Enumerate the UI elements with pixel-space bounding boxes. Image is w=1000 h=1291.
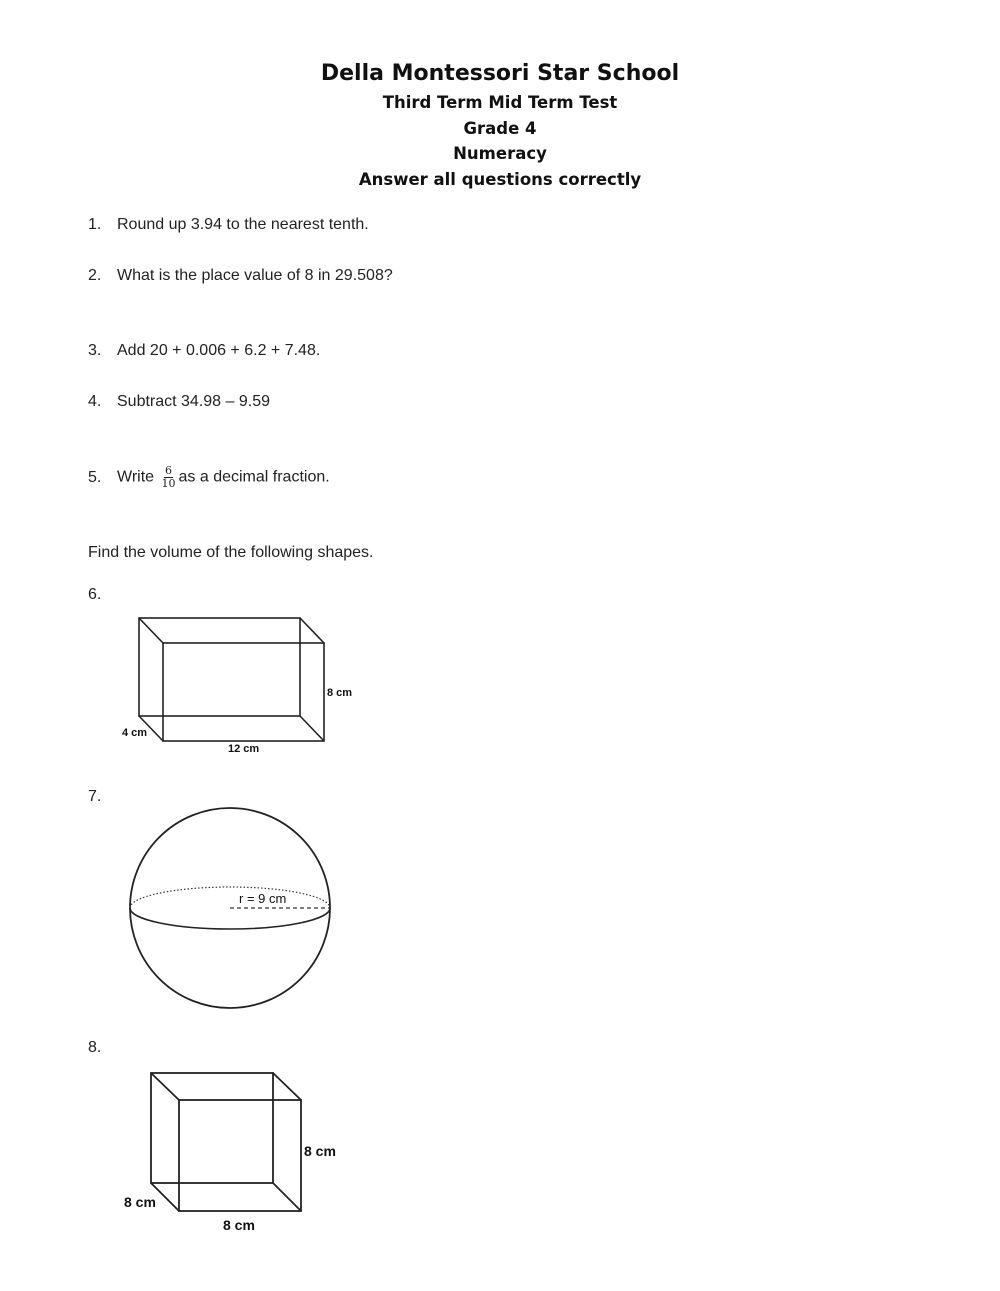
cuboid-depth-label: 4 cm <box>122 727 148 739</box>
cube-edge <box>151 1073 179 1100</box>
question-number: 3. <box>88 342 102 359</box>
question-text: What is the place value of 8 in 29.508? <box>117 267 393 284</box>
cuboid-edge <box>300 716 324 741</box>
question-number: 1. <box>88 216 102 233</box>
fraction-denominator: 10 <box>161 477 176 490</box>
question-number: 5. <box>88 468 102 486</box>
sphere-equator-back <box>130 887 330 908</box>
question-number: 4. <box>88 393 102 410</box>
question-text-before: Write <box>117 468 155 486</box>
school-name: Della Montessori Star School <box>320 61 680 86</box>
cube-length-label: 8 cm <box>223 1217 255 1233</box>
sphere-equator-front <box>130 908 330 929</box>
question-7-number: 7. <box>88 788 102 805</box>
cube-height-label: 8 cm <box>304 1143 336 1159</box>
cuboid-height-label: 8 cm <box>327 687 353 699</box>
cuboid-edge <box>139 618 163 643</box>
cube-edge <box>273 1073 301 1100</box>
question-6-number: 6. <box>88 586 102 603</box>
grade-label: Grade 4 <box>463 118 537 138</box>
cuboid-edge <box>300 618 324 643</box>
cube-depth-label: 8 cm <box>124 1194 156 1210</box>
volume-instruction: Find the volume of the following shapes. <box>88 544 374 561</box>
cube-edge <box>273 1183 301 1211</box>
fraction-numerator: 6 <box>165 464 172 477</box>
cuboid-length-label: 12 cm <box>228 743 260 755</box>
question-8-number: 8. <box>88 1039 102 1056</box>
question-text: Subtract 34.98 – 9.59 <box>117 393 270 410</box>
instruction-label: Answer all questions correctly <box>358 169 642 189</box>
question-number: 2. <box>88 267 102 284</box>
question-text: Round up 3.94 to the nearest tenth. <box>117 216 369 233</box>
question-text: Add 20 + 0.006 + 6.2 + 7.48. <box>117 342 321 359</box>
cube-back-face <box>179 1100 301 1211</box>
test-term: Third Term Mid Term Test <box>382 93 618 112</box>
question-text-after: as a decimal fraction. <box>178 468 330 486</box>
sphere-radius-label: r = 9 cm <box>239 891 287 906</box>
subject-label: Numeracy <box>453 144 547 163</box>
